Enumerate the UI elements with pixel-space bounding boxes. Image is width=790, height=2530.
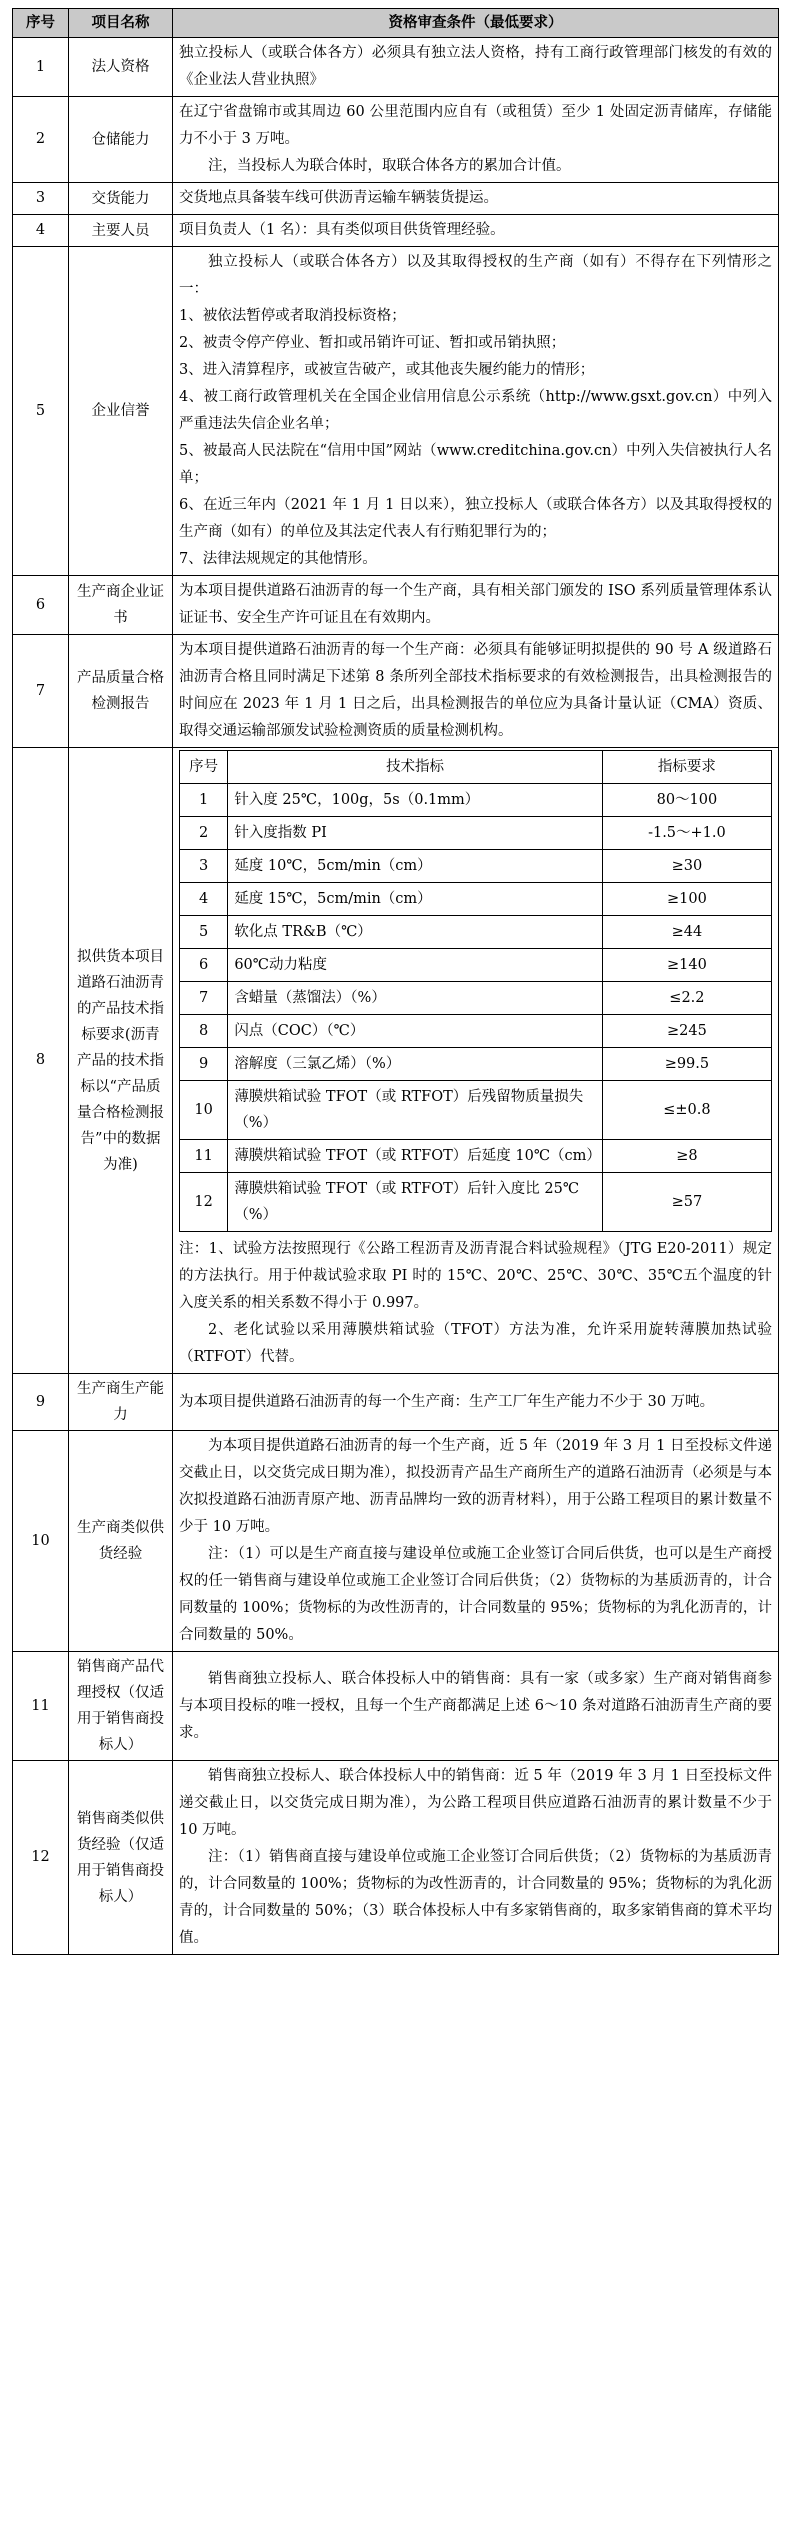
spec-req: ≤±0.8 — [602, 1081, 771, 1140]
row-name: 企业信誉 — [69, 247, 173, 576]
spec-item: 溶解度（三氯乙烯）（%） — [228, 1048, 603, 1081]
row-requirement — [173, 247, 779, 576]
row-name: 产品质量合格检测报告 — [69, 635, 173, 748]
spec-row — [180, 982, 772, 1015]
spec-header-row — [180, 751, 772, 784]
spec-req: -1.5～+1.0 — [602, 817, 771, 850]
spec-row — [180, 1015, 772, 1048]
row-requirement — [173, 38, 779, 97]
requirement-text: 独立投标人（或联合体各方）必须具有独立法人资格，持有工商行政管理部门核发的有效的《企业法人营业执照》 — [179, 45, 772, 88]
row-num: 9 — [13, 1374, 69, 1431]
requirement-item: 1、被依法暂停或者取消投标资格； — [179, 308, 406, 324]
row-requirement — [173, 97, 779, 183]
spec-row — [180, 916, 772, 949]
requirement-item: 3、进入清算程序，或被宣告破产，或其他丧失履约能力的情形； — [179, 362, 595, 378]
spec-row — [180, 949, 772, 982]
table-row — [13, 1652, 779, 1761]
spec-num: 9 — [180, 1048, 228, 1081]
spec-notes — [179, 1236, 772, 1371]
requirement-item: 6、在近三年内（2021 年 1 月 1 日以来），独立投标人（或联合体各方）以及其取得授权的生产商（如有）的单位及其法定代表人有行贿犯罪行为的； — [179, 497, 772, 540]
row-num: 11 — [13, 1652, 69, 1761]
requirement-text: 交货地点具备装车线可供沥青运输车辆装货提运。 — [179, 190, 498, 206]
row-requirement — [173, 1652, 779, 1761]
spec-item: 薄膜烘箱试验 TFOT（或 RTFOT）后针入度比 25℃（%） — [228, 1173, 603, 1232]
row-name: 生产商类似供货经验 — [69, 1431, 173, 1652]
header-num: 序号 — [13, 9, 69, 38]
row-name: 仓储能力 — [69, 97, 173, 183]
row-num: 2 — [13, 97, 69, 183]
spec-req: ≥140 — [602, 949, 771, 982]
spec-header-req: 指标要求 — [602, 751, 771, 784]
requirement-note: 注：（1）可以是生产商直接与建设单位或施工企业签订合同后供货，也可以是生产商授权的任一销售商与建设单位或施工企业签订合同后供货；（2）货物标的为基质沥青的，计合同数量的 100%；货物标的为改性沥青的，计合同数量的 95%；货物标的为乳化沥青的，计合同数量的 50%。 — [179, 1546, 772, 1643]
requirement-item: 4、被工商行政管理机关在全国企业信用信息公示系统（http://www.gsxt.gov.cn）中列入严重违法失信企业名单； — [179, 389, 772, 432]
spec-num: 11 — [180, 1140, 228, 1173]
requirement-text: 为本项目提供道路石油沥青的每一个生产商：生产工厂年生产能力不少于 30 万吨。 — [179, 1393, 715, 1410]
row-requirement — [173, 1431, 779, 1652]
spec-table — [179, 750, 772, 1232]
requirement-note: 注，当投标人为联合体时，取联合体各方的累加合计值。 — [208, 158, 571, 174]
row-name: 交货能力 — [69, 183, 173, 215]
row-name: 生产商企业证书 — [69, 576, 173, 635]
spec-row — [180, 784, 772, 817]
row-name: 生产商生产能力 — [69, 1374, 173, 1431]
row-num: 12 — [13, 1761, 69, 1955]
table-row — [13, 183, 779, 215]
requirement-text: 为本项目提供道路石油沥青的每一个生产商，近 5 年（2019 年 3 月 1 日至投标文件递交截止日，以交货完成日期为准），拟投沥青产品生产商所生产的道路石油沥青（必须是与本次拟投道路石油沥青原产地、沥青品牌均一致的沥青材料），用于公路工程项目的累计数量不少于 10 万吨。 — [179, 1438, 772, 1535]
row-requirement — [173, 1761, 779, 1955]
spec-item: 延度 15℃，5cm/min（cm） — [228, 883, 603, 916]
spec-item: 延度 10℃，5cm/min（cm） — [228, 850, 603, 883]
requirement-item: 2、被责令停产停业、暂扣或吊销许可证、暂扣或吊销执照； — [179, 335, 566, 351]
requirement-note: 注：（1）销售商直接与建设单位或施工企业签订合同后供货；（2）货物标的为基质沥青的，计合同数量的 100%；货物标的为改性沥青的，计合同数量的 95%；货物标的为乳化沥青的，计合同数量的 50%；（3）联合体投标人中有多家销售商的，取多家销售商的算术平均值。 — [179, 1849, 772, 1946]
requirement-text: 独立投标人（或联合体各方）以及其取得授权的生产商（如有）不得存在下列情形之一： — [179, 254, 772, 297]
table-header-row — [13, 9, 779, 38]
spec-num: 8 — [180, 1015, 228, 1048]
spec-req: ≥99.5 — [602, 1048, 771, 1081]
spec-req: ≤2.2 — [602, 982, 771, 1015]
spec-item: 闪点（COC）（℃） — [228, 1015, 603, 1048]
spec-row — [180, 1081, 772, 1140]
requirement-text: 为本项目提供道路石油沥青的每一个生产商，具有相关部门颁发的 ISO 系列质量管理体系认证证书、安全生产许可证且在有效期内。 — [179, 583, 772, 626]
spec-row — [180, 1048, 772, 1081]
spec-num: 2 — [180, 817, 228, 850]
spec-num: 3 — [180, 850, 228, 883]
spec-num: 12 — [180, 1173, 228, 1232]
spec-row — [180, 1140, 772, 1173]
spec-row — [180, 883, 772, 916]
spec-req: ≥100 — [602, 883, 771, 916]
table-row — [13, 1431, 779, 1652]
spec-num: 5 — [180, 916, 228, 949]
spec-item: 薄膜烘箱试验 TFOT（或 RTFOT）后延度 10℃（cm） — [228, 1140, 603, 1173]
spec-num: 10 — [180, 1081, 228, 1140]
row-num: 4 — [13, 215, 69, 247]
row-name: 法人资格 — [69, 38, 173, 97]
spec-num: 7 — [180, 982, 228, 1015]
table-row — [13, 635, 779, 748]
spec-num: 6 — [180, 949, 228, 982]
spec-item: 含蜡量（蒸馏法）（%） — [228, 982, 603, 1015]
table-row — [13, 1374, 779, 1431]
spec-item: 针入度 25℃，100g，5s（0.1mm） — [228, 784, 603, 817]
row-num: 8 — [13, 748, 69, 1374]
requirement-text: 在辽宁省盘锦市或其周边 60 公里范围内应自有（或租赁）至少 1 处固定沥青储库，存储能力不小于 3 万吨。 — [179, 104, 772, 147]
spec-req: ≥44 — [602, 916, 771, 949]
row-num: 5 — [13, 247, 69, 576]
row-num: 6 — [13, 576, 69, 635]
row-num: 1 — [13, 38, 69, 97]
row-requirement — [173, 215, 779, 247]
requirement-text: 项目负责人（1 名）：具有类似项目供货管理经验。 — [179, 222, 505, 238]
spec-req: ≥57 — [602, 1173, 771, 1232]
spec-item: 薄膜烘箱试验 TFOT（或 RTFOT）后残留物质量损失（%） — [228, 1081, 603, 1140]
spec-row — [180, 850, 772, 883]
requirement-text: 销售商独立投标人、联合体投标人中的销售商：具有一家（或多家）生产商对销售商参与本项目投标的唯一授权，且每一个生产商都满足上述 6～10 条对道路石油沥青生产商的要求。 — [179, 1670, 772, 1741]
row-requirement — [173, 1374, 779, 1431]
spec-header-item: 技术指标 — [228, 751, 603, 784]
header-name: 项目名称 — [69, 9, 173, 38]
row-requirement — [173, 183, 779, 215]
spec-num: 1 — [180, 784, 228, 817]
row-num: 10 — [13, 1431, 69, 1652]
spec-item: 针入度指数 PI — [228, 817, 603, 850]
spec-req: ≥245 — [602, 1015, 771, 1048]
row-name: 销售商产品代理授权（仅适用于销售商投标人） — [69, 1652, 173, 1761]
spec-num: 4 — [180, 883, 228, 916]
table-row — [13, 748, 779, 1374]
row-requirement — [173, 576, 779, 635]
row-name: 销售商类似供货经验（仅适用于销售商投标人） — [69, 1761, 173, 1955]
spec-note: 注：1、试验方法按照现行《公路工程沥青及沥青混合料试验规程》（JTG E20-2011）规定的方法执行。用于仲裁试验求取 PI 时的 15℃、20℃、25℃、30℃、35℃五个温度的针入度关系的相关系数不得小于 0.997。 — [179, 1241, 772, 1311]
spec-item: 60℃动力粘度 — [228, 949, 603, 982]
row-name: 拟供货本项目道路石油沥青的产品技术指标要求(沥青产品的技术指标以“产品质量合格检测报告”中的数据为准) — [69, 748, 173, 1374]
requirement-item: 7、法律法规规定的其他情形。 — [179, 551, 377, 567]
table-row — [13, 38, 779, 97]
table-row — [13, 576, 779, 635]
table-row — [13, 97, 779, 183]
spec-row — [180, 1173, 772, 1232]
spec-row — [180, 817, 772, 850]
row-requirement — [173, 748, 779, 1374]
qualification-table — [12, 8, 779, 1955]
table-row — [13, 1761, 779, 1955]
header-requirement: 资格审查条件（最低要求） — [173, 9, 779, 38]
row-requirement — [173, 635, 779, 748]
row-name: 主要人员 — [69, 215, 173, 247]
spec-header-num: 序号 — [180, 751, 228, 784]
table-row — [13, 247, 779, 576]
spec-req: ≥8 — [602, 1140, 771, 1173]
spec-req: ≥30 — [602, 850, 771, 883]
spec-req: 80～100 — [602, 784, 771, 817]
spec-note: 2、老化试验以采用薄膜烘箱试验（TFOT）方法为准，允许采用旋转薄膜加热试验（RTFOT）代替。 — [179, 1322, 772, 1365]
row-num: 7 — [13, 635, 69, 748]
requirement-text: 销售商独立投标人、联合体投标人中的销售商：近 5 年（2019 年 3 月 1 日至投标文件递交截止日，以交货完成日期为准），为公路工程项目供应道路石油沥青的累计数量不少于 10 万吨。 — [179, 1768, 772, 1838]
row-num: 3 — [13, 183, 69, 215]
table-row — [13, 215, 779, 247]
spec-item: 软化点 TR&B（℃） — [228, 916, 603, 949]
requirement-item: 5、被最高人民法院在“信用中国”网站（www.creditchina.gov.cn）中列入失信被执行人名单； — [179, 443, 772, 486]
qualification-document — [12, 8, 778, 1955]
requirement-text: 为本项目提供道路石油沥青的每一个生产商：必须具有能够证明拟提供的 90 号 A 级道路石油沥青合格且同时满足下述第 8 条所列全部技术指标要求的有效检测报告，出具检测报告的时间应在 2023 年 1 月 1 日之后，出具检测报告的单位应为具备计量认证（CMA）资质、取得交通运输部颁发试验检测资质的质量检测机构。 — [179, 642, 772, 739]
